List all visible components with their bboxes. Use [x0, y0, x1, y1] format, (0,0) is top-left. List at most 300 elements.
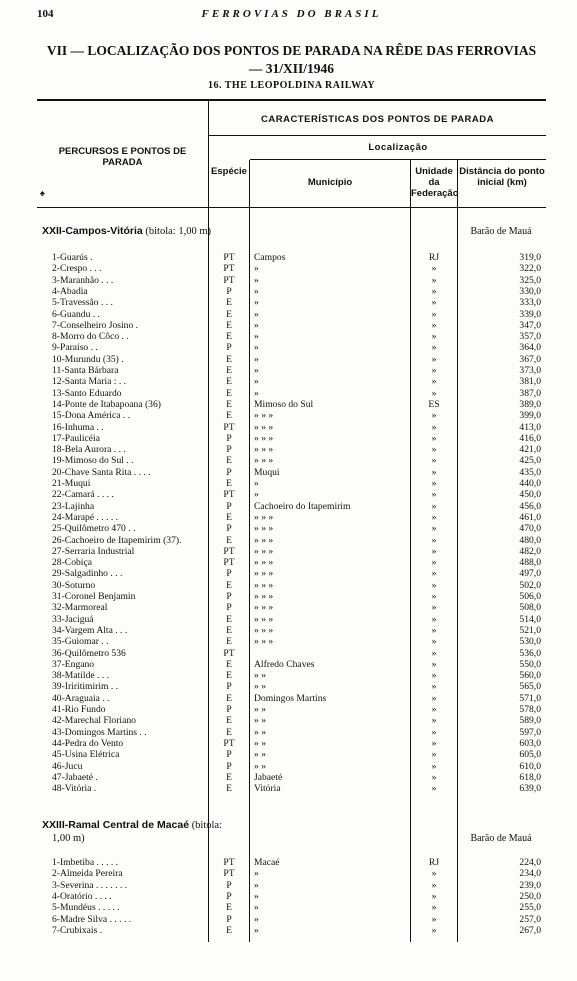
- station-state: »: [431, 760, 437, 772]
- station-type: E: [226, 534, 232, 546]
- table-row: [0, 857, 577, 868]
- station-municipality: » » »: [254, 444, 274, 456]
- station-state: RJ: [428, 252, 440, 263]
- station-state: »: [431, 868, 437, 880]
- station-municipality: » »: [254, 760, 266, 772]
- station-name: 3-Maranhão . . .: [52, 274, 114, 286]
- station-state: »: [431, 444, 437, 456]
- station-name: 36-Quilômetro 536: [52, 647, 126, 659]
- table-row: [0, 252, 577, 263]
- station-type: PT: [223, 857, 235, 868]
- station-state: »: [431, 353, 437, 365]
- station-type: E: [226, 624, 232, 636]
- station-state: »: [431, 432, 437, 444]
- station-state: »: [431, 523, 437, 535]
- station-distance: 373,0: [519, 365, 541, 376]
- station-distance: 364,0: [519, 342, 541, 354]
- station-type: E: [226, 658, 232, 670]
- station-name: 6-Guandu . .: [52, 308, 100, 320]
- table-row: [0, 681, 577, 692]
- station-municipality: »: [254, 924, 259, 936]
- station-type: E: [226, 670, 232, 682]
- station-name: 6-Madre Silva . . . . .: [52, 913, 132, 925]
- station-state: »: [431, 263, 437, 275]
- header-unidade: Unidade da Federação: [411, 166, 459, 199]
- station-municipality: » » »: [254, 591, 274, 602]
- station-type: P: [226, 602, 232, 614]
- station-municipality: »: [254, 890, 259, 902]
- section-reference-campos: Barão de Mauá: [470, 226, 532, 237]
- station-municipality: »: [254, 331, 259, 343]
- header-distancia: Distância do ponto inicial (km): [459, 166, 545, 188]
- station-distance: 267,0: [519, 924, 541, 936]
- header-municipio: Município: [307, 177, 353, 188]
- station-municipality: »: [254, 342, 259, 354]
- station-name: 13-Santo Eduardo: [52, 387, 122, 399]
- station-state: »: [431, 557, 437, 569]
- station-name: 18-Bela Aurora . . .: [52, 444, 126, 456]
- station-name: 11-Santa Bárbara: [52, 365, 119, 376]
- station-state: »: [431, 783, 437, 795]
- table-row: [0, 715, 577, 726]
- station-municipality: »: [254, 263, 259, 275]
- station-name: 48-Vitória .: [52, 783, 97, 795]
- table-row: [0, 467, 577, 478]
- station-municipality: Campos: [254, 252, 286, 263]
- station-name: 39-Iriritimirim . .: [52, 681, 119, 693]
- page-number: 104: [37, 8, 54, 20]
- station-type: E: [226, 353, 232, 365]
- station-municipality: » » »: [254, 523, 274, 535]
- station-name: 7-Conselheiro Josino .: [52, 319, 139, 331]
- station-distance: 497,0: [519, 568, 541, 580]
- station-name: 4-Abadia: [52, 285, 88, 297]
- railway-subtitle: 16. THE LEOPOLDINA RAILWAY: [207, 80, 376, 91]
- station-state: »: [431, 913, 437, 925]
- table-row: [0, 880, 577, 891]
- station-type: P: [226, 500, 232, 512]
- station-state: »: [431, 308, 437, 320]
- station-name: 35-Guiomar . .: [52, 636, 109, 648]
- table-row: [0, 546, 577, 557]
- station-distance: 536,0: [519, 647, 541, 659]
- station-type: P: [226, 681, 232, 693]
- station-state: »: [431, 737, 437, 749]
- station-distance: 257,0: [519, 913, 541, 925]
- table-row: [0, 297, 577, 308]
- station-name: 9-Paraíso . .: [52, 342, 98, 354]
- station-state: »: [431, 342, 437, 354]
- station-municipality: »: [254, 913, 259, 925]
- station-type: PT: [223, 647, 235, 659]
- station-municipality: »: [254, 902, 259, 914]
- station-type: PT: [223, 252, 235, 263]
- station-municipality: »: [254, 319, 259, 331]
- table-row: [0, 925, 577, 936]
- station-state: »: [431, 297, 437, 309]
- station-municipality: »: [254, 868, 259, 880]
- station-municipality: »: [254, 478, 259, 489]
- station-state: »: [431, 455, 437, 467]
- station-municipality: Muqui: [254, 466, 280, 478]
- table-row: [0, 868, 577, 879]
- table-row: [0, 309, 577, 320]
- station-type: E: [226, 579, 232, 591]
- station-distance: 367,0: [519, 353, 541, 365]
- station-municipality: »: [254, 376, 259, 388]
- station-distance: 413,0: [519, 421, 541, 433]
- station-name: 25-Quilômetro 470 . .: [52, 523, 136, 535]
- station-state: »: [431, 879, 437, 891]
- table-row: [0, 648, 577, 659]
- station-state: »: [431, 365, 437, 376]
- table-row: [0, 433, 577, 444]
- header-rule-caracteristicas: [209, 135, 546, 136]
- station-distance: 639,0: [519, 783, 541, 795]
- station-municipality: » »: [254, 726, 266, 738]
- section-title-bold: XXIII-Ramal Central de Macaé: [42, 819, 190, 831]
- station-state: »: [431, 771, 437, 783]
- table-row: [0, 727, 577, 738]
- station-name: 5-Travessão . . .: [52, 297, 113, 309]
- station-name: 21-Muqui: [52, 478, 91, 489]
- station-type: PT: [223, 421, 235, 433]
- station-state: »: [431, 545, 437, 557]
- station-name: 37-Engano: [52, 658, 95, 670]
- station-name: 32-Marmoreal: [52, 602, 108, 614]
- station-name: 22-Camará . . . .: [52, 489, 114, 501]
- station-distance: 618,0: [519, 771, 541, 783]
- station-distance: 255,0: [519, 902, 541, 914]
- table-row: [0, 512, 577, 523]
- station-municipality: »: [254, 387, 259, 399]
- station-distance: 381,0: [519, 376, 541, 388]
- station-state: »: [431, 285, 437, 297]
- station-distance: 435,0: [519, 466, 541, 478]
- station-name: 4-Oratório . . . .: [52, 890, 112, 902]
- station-municipality: »: [254, 274, 259, 286]
- station-state: »: [431, 890, 437, 902]
- station-distance: 603,0: [519, 737, 541, 749]
- table-row: [0, 388, 577, 399]
- table-row: [0, 444, 577, 455]
- table-row: [0, 772, 577, 783]
- station-state: »: [431, 692, 437, 704]
- table-row: [0, 591, 577, 602]
- station-name: 2-Almeida Pereira: [52, 868, 123, 880]
- station-municipality: »: [254, 285, 259, 297]
- station-distance: 387,0: [519, 387, 541, 399]
- station-distance: 521,0: [519, 624, 541, 636]
- station-municipality: Mimoso do Sul: [254, 398, 314, 410]
- header-caracteristicas: CARACTERÍSTICAS DOS PONTOS DE PARADA: [261, 114, 494, 125]
- station-name: 2-Crespo . . .: [52, 263, 102, 275]
- section-title-rest: (bitola:: [189, 820, 223, 831]
- station-type: PT: [223, 263, 235, 275]
- station-distance: 508,0: [519, 602, 541, 614]
- station-type: P: [226, 890, 232, 902]
- station-distance: 330,0: [519, 285, 541, 297]
- station-municipality: Vitória: [254, 783, 281, 795]
- station-type: P: [226, 523, 232, 535]
- station-type: E: [226, 613, 232, 625]
- station-name: 20-Chave Santa Rita . . . .: [52, 466, 151, 478]
- section-title-campos-vitoria: [42, 225, 211, 237]
- station-distance: 565,0: [519, 681, 541, 693]
- station-distance: 450,0: [519, 489, 541, 501]
- table-row: [0, 614, 577, 625]
- station-municipality: Macaé: [254, 857, 280, 868]
- header-localizacao: Localização: [368, 142, 428, 153]
- station-state: »: [431, 624, 437, 636]
- table-row: [0, 365, 577, 376]
- station-type: E: [226, 478, 232, 489]
- table-row: [0, 602, 577, 613]
- table-row: [0, 399, 577, 410]
- station-state: »: [431, 376, 437, 388]
- table-row: [0, 523, 577, 534]
- station-distance: 502,0: [519, 579, 541, 591]
- station-state: RJ: [428, 857, 440, 868]
- station-name: 41-Rio Fundo: [52, 704, 106, 715]
- station-name: 16-Inhuma . .: [52, 421, 104, 433]
- station-name: 31-Coronel Benjamin: [52, 591, 136, 602]
- table-row: [0, 670, 577, 681]
- station-state: »: [431, 579, 437, 591]
- station-state: »: [431, 647, 437, 659]
- station-municipality: » »: [254, 737, 266, 749]
- station-name: 3-Severina . . . . . . .: [52, 879, 128, 891]
- station-type: PT: [223, 557, 235, 569]
- station-state: »: [431, 591, 437, 602]
- table-row: [0, 376, 577, 387]
- table-row: [0, 263, 577, 274]
- station-name: 47-Jabaeté .: [52, 771, 98, 783]
- station-distance: 482,0: [519, 545, 541, 557]
- table-row: [0, 749, 577, 760]
- table-row: [0, 354, 577, 365]
- station-distance: 319,0: [519, 252, 541, 263]
- station-state: »: [431, 331, 437, 343]
- table-row: [0, 738, 577, 749]
- station-type: PT: [223, 489, 235, 501]
- station-municipality: Domingos Martins: [254, 692, 327, 704]
- station-name: 10-Murundu (35) .: [52, 353, 124, 365]
- station-type: PT: [223, 545, 235, 557]
- station-distance: 470,0: [519, 523, 541, 535]
- table-row: [0, 557, 577, 568]
- station-type: E: [226, 410, 232, 422]
- station-municipality: Jabaeté: [254, 771, 283, 783]
- station-type: E: [226, 902, 232, 914]
- table-row: [0, 489, 577, 500]
- station-name: 12-Santa Maria : . .: [52, 376, 127, 388]
- station-municipality: Cachoeiro do Itapemirim: [254, 500, 351, 512]
- table-row: [0, 568, 577, 579]
- station-name: 1-Imbetiba . . . . .: [52, 857, 119, 868]
- station-distance: 461,0: [519, 511, 541, 523]
- table-row: [0, 693, 577, 704]
- station-distance: 224,0: [519, 857, 541, 868]
- station-name: 24-Marapé . . . . .: [52, 511, 119, 523]
- table-row: [0, 342, 577, 353]
- header-bottom-rule: [37, 207, 546, 208]
- table-row: [0, 286, 577, 297]
- station-state: »: [431, 902, 437, 914]
- station-state: »: [431, 704, 437, 715]
- station-type: P: [226, 704, 232, 715]
- table-row: [0, 891, 577, 902]
- header-especie: Espécie: [211, 166, 247, 177]
- station-distance: 530,0: [519, 636, 541, 648]
- table-row: [0, 501, 577, 512]
- station-distance: 440,0: [519, 478, 541, 489]
- station-type: P: [226, 342, 232, 354]
- station-municipality: Alfredo Chaves: [254, 658, 315, 670]
- station-municipality: » »: [254, 749, 266, 761]
- station-state: »: [431, 924, 437, 936]
- station-type: P: [226, 285, 232, 297]
- station-name: 17-Paulicéia: [52, 432, 100, 444]
- table-top-rule: [37, 99, 546, 101]
- station-municipality: » » »: [254, 421, 274, 433]
- station-name: 44-Pedra do Vento: [52, 737, 124, 749]
- table-row: [0, 422, 577, 433]
- station-type: E: [226, 297, 232, 309]
- section-title-bold: XXII-Campos-Vitória: [42, 225, 143, 237]
- station-distance: 589,0: [519, 715, 541, 727]
- station-distance: 550,0: [519, 658, 541, 670]
- station-state: »: [431, 478, 437, 489]
- station-state: »: [431, 274, 437, 286]
- station-name: 8-Morro do Côco . .: [52, 331, 129, 343]
- station-name: 43-Domingos Martins . .: [52, 726, 147, 738]
- station-municipality: » » »: [254, 579, 274, 591]
- station-type: E: [226, 365, 232, 376]
- station-type: E: [226, 387, 232, 399]
- station-name: 26-Cachoeiro de Itapemirim (37).: [52, 534, 182, 546]
- station-name: 46-Jucu: [52, 760, 83, 772]
- running-title: FERROVIAS DO BRASIL: [201, 8, 382, 20]
- station-type: E: [226, 783, 232, 795]
- station-name: 14-Ponte de Itabapoana (36): [52, 398, 161, 410]
- station-distance: 456,0: [519, 500, 541, 512]
- station-name: 27-Serraria Industrial: [52, 545, 135, 557]
- station-distance: 389,0: [519, 398, 541, 410]
- station-municipality: »: [254, 489, 259, 501]
- station-state: »: [431, 636, 437, 648]
- station-state: »: [431, 568, 437, 580]
- station-municipality: » » »: [254, 557, 274, 569]
- station-type: E: [226, 692, 232, 704]
- station-state: »: [431, 602, 437, 614]
- station-type: E: [226, 308, 232, 320]
- section-title-macae-line2: 1,00 m): [52, 833, 85, 844]
- station-municipality: » » »: [254, 432, 274, 444]
- title-line-2: — 31/XII/1946: [248, 61, 335, 76]
- station-municipality: » »: [254, 681, 266, 693]
- table-row: [0, 625, 577, 636]
- station-distance: 488,0: [519, 557, 541, 569]
- station-type: P: [226, 466, 232, 478]
- station-state: »: [431, 613, 437, 625]
- station-municipality: »: [254, 879, 259, 891]
- table-row: [0, 320, 577, 331]
- station-municipality: »: [254, 308, 259, 320]
- table-row: [0, 636, 577, 647]
- station-name: 19-Mimoso do Sul . .: [52, 455, 134, 467]
- station-type: E: [226, 331, 232, 343]
- station-distance: 560,0: [519, 670, 541, 682]
- station-state: »: [431, 726, 437, 738]
- station-municipality: » »: [254, 715, 266, 727]
- station-type: E: [226, 924, 232, 936]
- station-distance: 610,0: [519, 760, 541, 772]
- station-distance: 234,0: [519, 868, 541, 880]
- table-row: [0, 535, 577, 546]
- table-row: [0, 783, 577, 794]
- station-name: 33-Jaciguá: [52, 613, 94, 625]
- station-name: 45-Usina Elétrica: [52, 749, 120, 761]
- station-municipality: » » »: [254, 636, 274, 648]
- header-rule-localizacao: [250, 159, 546, 160]
- station-municipality: »: [254, 365, 259, 376]
- table-row: [0, 902, 577, 913]
- station-name: 29-Salgadinho . . .: [52, 568, 123, 580]
- station-distance: 506,0: [519, 591, 541, 602]
- station-state: »: [431, 511, 437, 523]
- table-row: [0, 478, 577, 489]
- table-row: [0, 914, 577, 925]
- station-distance: 578,0: [519, 704, 541, 715]
- station-municipality: » » »: [254, 568, 274, 580]
- station-type: E: [226, 636, 232, 648]
- page-title: [37, 42, 546, 78]
- station-municipality: » » »: [254, 624, 274, 636]
- title-line-1: VII — LOCALIZAÇÃO DOS PONTOS DE PARADA NA RÊDE DAS FERROVIAS: [46, 43, 537, 58]
- station-distance: 425,0: [519, 455, 541, 467]
- station-distance: 416,0: [519, 432, 541, 444]
- table-row: [0, 275, 577, 286]
- station-name: 42-Marechal Floriano: [52, 715, 136, 727]
- station-type: E: [226, 398, 232, 410]
- station-distance: 347,0: [519, 319, 541, 331]
- station-municipality: » » »: [254, 410, 274, 422]
- station-type: E: [226, 319, 232, 331]
- station-distance: 357,0: [519, 331, 541, 343]
- station-type: E: [226, 455, 232, 467]
- station-distance: 480,0: [519, 534, 541, 546]
- station-type: P: [226, 913, 232, 925]
- table-row: [0, 704, 577, 715]
- station-municipality: » » »: [254, 511, 274, 523]
- station-type: P: [226, 749, 232, 761]
- station-type: P: [226, 444, 232, 456]
- station-type: PT: [223, 274, 235, 286]
- station-type: E: [226, 376, 232, 388]
- station-state: »: [431, 421, 437, 433]
- station-type: P: [226, 591, 232, 602]
- station-distance: 322,0: [519, 263, 541, 275]
- station-distance: 571,0: [519, 692, 541, 704]
- station-municipality: »: [254, 297, 259, 309]
- section-title-rest: (bitola: 1,00 m): [142, 226, 211, 237]
- station-municipality: » »: [254, 670, 266, 682]
- station-type: E: [226, 715, 232, 727]
- station-distance: 514,0: [519, 613, 541, 625]
- table-row: [0, 331, 577, 342]
- station-state: »: [431, 670, 437, 682]
